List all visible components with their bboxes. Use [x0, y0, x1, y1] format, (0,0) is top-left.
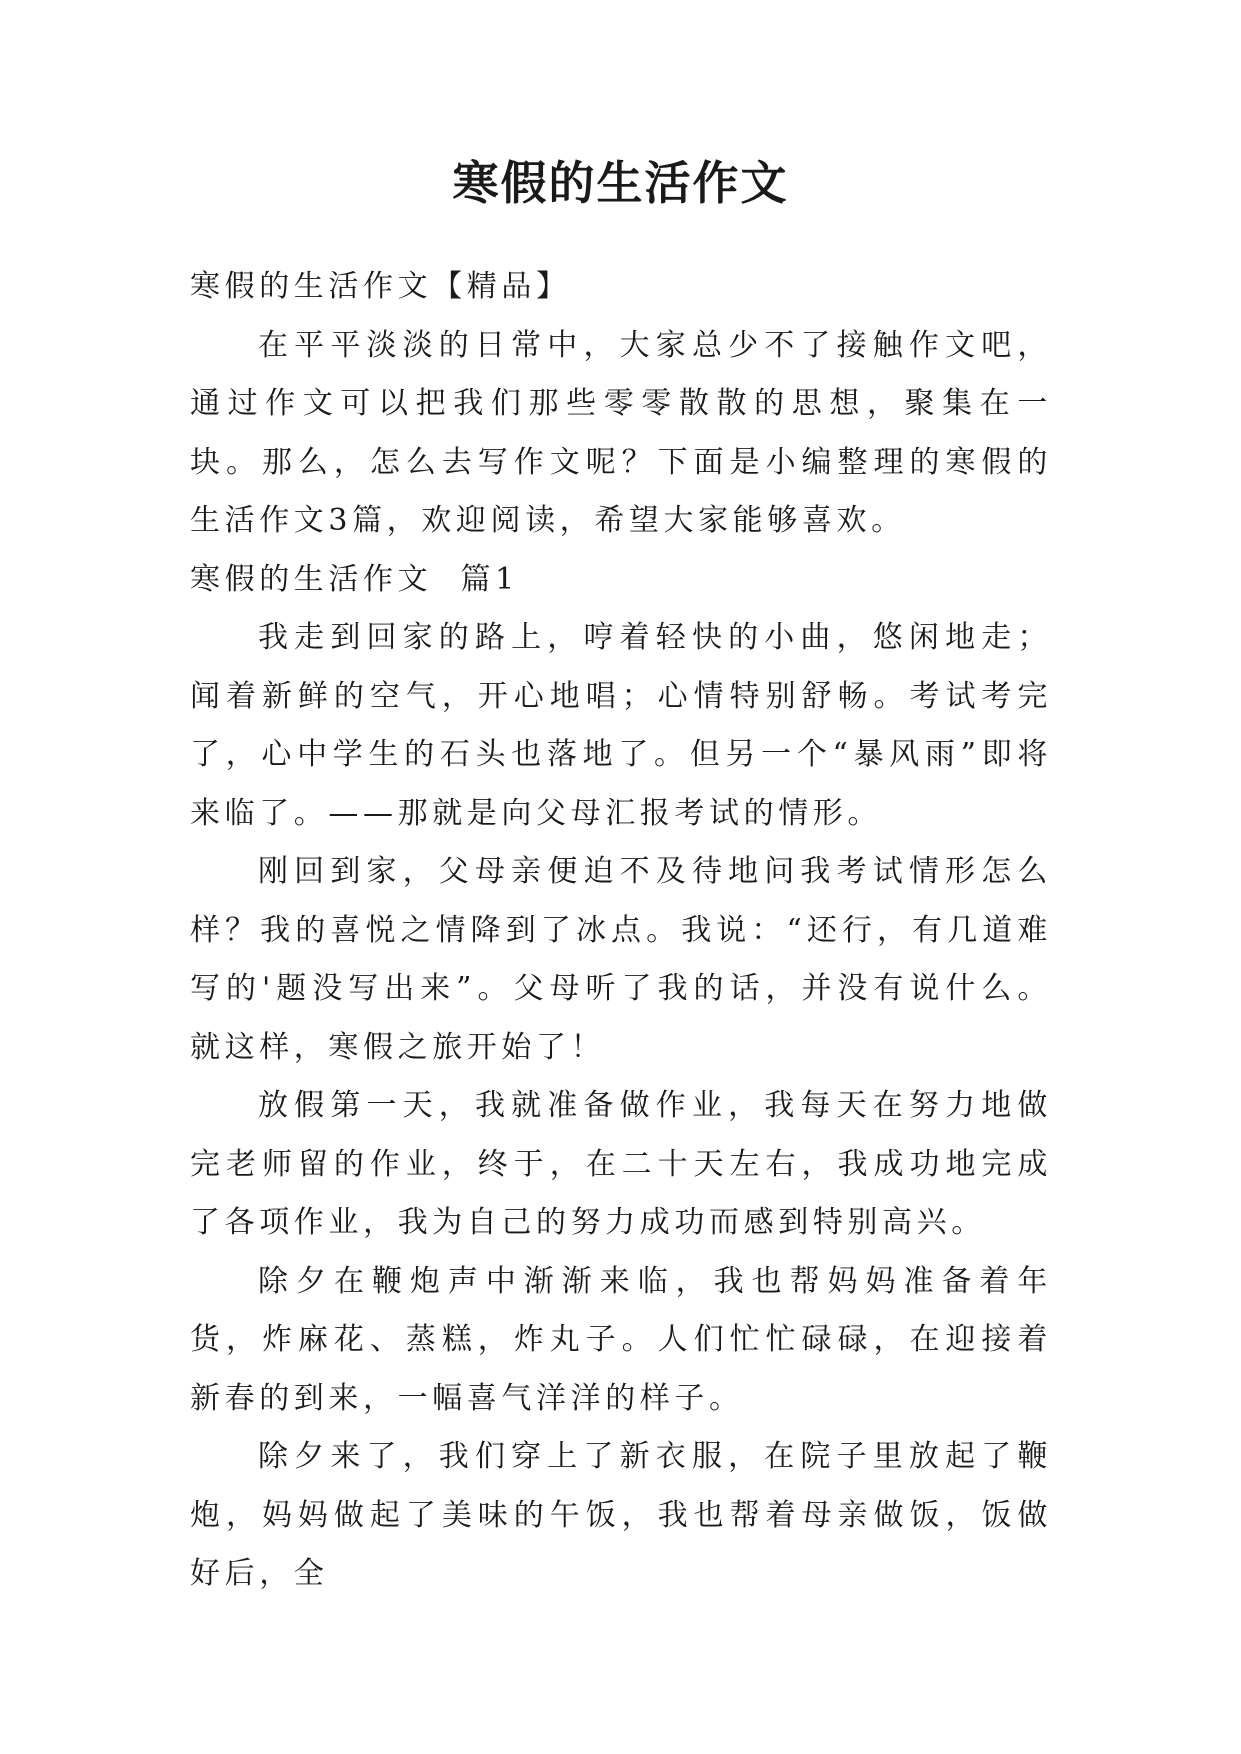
- document-subtitle: 寒假的生活作文【精品】: [190, 269, 571, 304]
- document-title: 寒假的生活作文: [452, 156, 789, 210]
- body-paragraph: 刚回到家，父母亲便迫不及待地问我考试情形怎么样？我的喜悦之情降到了冰点。我说：“还行，有几道难写的'题没写出来”。父母听了我的话，并没有说什么。就这样，寒假之旅开始了！: [190, 854, 1052, 1065]
- body-paragraph: 我走到回家的路上，哼着轻快的小曲，悠闲地走；闻着新鲜的空气，开心地唱；心情特别舒畅。考试考完了，心中学生的石头也落地了。但另一个“暴风雨”即将来临了。——那就是向父母汇报考试的情形。: [190, 620, 1052, 831]
- intro-paragraph: 在平平淡淡的日常中，大家总少不了接触作文吧，通过作文可以把我们那些零零散散的思想，聚集在一块。那么，怎么去写作文呢？下面是小编整理的寒假的生活作文3篇，欢迎阅读，希望大家能够喜欢。: [190, 327, 1052, 538]
- body-paragraph: 除夕在鞭炮声中渐渐来临，我也帮妈妈准备着年货，炸麻花、蒸糕，炸丸子。人们忙忙碌碌，在迎接着新春的到来，一幅喜气洋洋的样子。: [190, 1263, 1052, 1416]
- document-body: [190, 258, 1052, 1604]
- body-paragraph: 放假第一天，我就准备做作业，我每天在努力地做完老师留的作业，终于，在二十天左右，我成功地完成了各项作业，我为自己的努力成功而感到特别高兴。: [190, 1088, 1052, 1240]
- body-paragraph: 除夕来了，我们穿上了新衣服，在院子里放起了鞭炮，妈妈做起了美味的午饭，我也帮着母亲做饭，饭做好后，全: [190, 1439, 1052, 1591]
- section-heading: 寒假的生活作文 篇1: [190, 561, 519, 597]
